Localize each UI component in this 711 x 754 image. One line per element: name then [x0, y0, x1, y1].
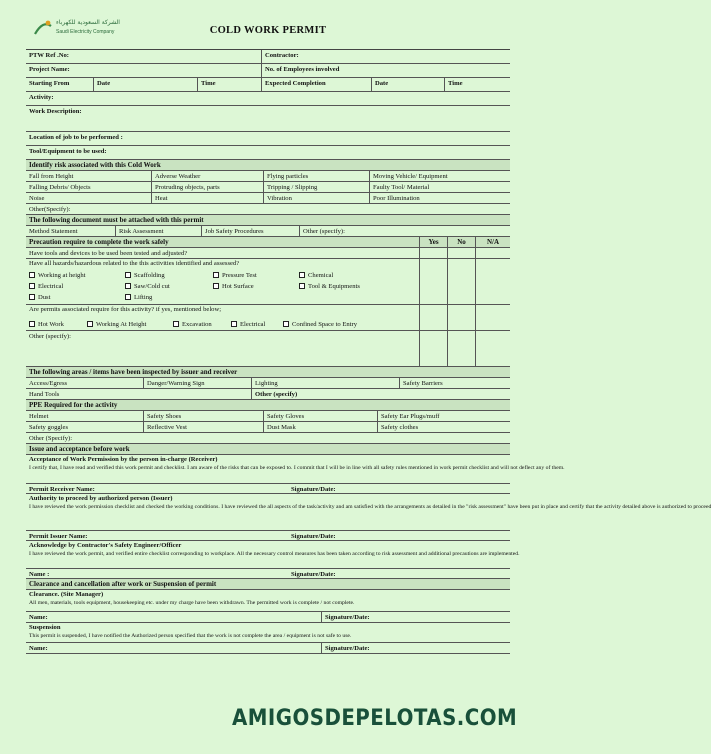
- checkbox-icon[interactable]: [29, 294, 35, 300]
- no-cell[interactable]: [448, 331, 476, 366]
- site-manager-block: [26, 590, 510, 612]
- no-header: No: [448, 237, 476, 247]
- suspension-name-field[interactable]: Name:: [26, 643, 322, 653]
- na-cell[interactable]: [476, 259, 510, 304]
- issuer-sign-row: [26, 531, 510, 541]
- ppe-cell[interactable]: Safety Ear Plugs/muff: [381, 413, 440, 420]
- risk-cell[interactable]: Flying particles: [264, 171, 370, 181]
- checkbox-icon[interactable]: [29, 283, 35, 289]
- precaution-question: Have all hazards/hazardous related to the this activities identified and assessed?: [29, 260, 240, 267]
- permits-checkbox-row: [29, 319, 416, 330]
- documents-title: The following document must be attached with this permit: [29, 216, 204, 224]
- risk-cell[interactable]: Heat: [152, 193, 264, 203]
- activity-field[interactable]: Activity:: [29, 94, 54, 101]
- engineer-name-field[interactable]: Name :: [29, 571, 50, 578]
- issue-section-header: [26, 444, 510, 455]
- precaution-row: [26, 259, 510, 305]
- starting-from-label: Starting From: [26, 78, 94, 91]
- expected-completion-label: Expected Completion: [262, 78, 372, 91]
- acceptance-block: [26, 455, 565, 484]
- hazard-label: Electrical: [38, 282, 64, 290]
- permit-label: Confined Space to Entry: [292, 320, 358, 328]
- activity-row: [26, 92, 510, 106]
- ppe-cell[interactable]: Reflective Vest: [144, 422, 264, 432]
- risk-cell[interactable]: Vibration: [264, 193, 370, 203]
- precaution-question: Have tools and devices to be used been tested and adjusted?: [26, 248, 420, 258]
- yes-header: Yes: [420, 237, 448, 247]
- clearance-section-header: [26, 579, 510, 590]
- checkbox-icon[interactable]: [299, 283, 305, 289]
- ppe-cell[interactable]: Safety goggles: [26, 422, 144, 432]
- risk-cell[interactable]: Tripping / Slipping: [264, 182, 370, 192]
- checkbox-icon[interactable]: [125, 294, 131, 300]
- hazards-checkbox-row: [29, 292, 416, 303]
- yes-cell[interactable]: [420, 259, 448, 304]
- permit-option[interactable]: [29, 321, 87, 328]
- issuer-signature-field[interactable]: Signature/Date:: [291, 533, 336, 540]
- inspected-row: [26, 378, 510, 389]
- acknowledge-text: I have reviewed the work permit, and verified entire checklist corresponding to workplace. All the necessary control measures has been taken according to risk assessment and additional precautions are implemented.: [29, 551, 520, 558]
- documents-section-header: [26, 215, 510, 226]
- no-cell[interactable]: [448, 305, 476, 330]
- precautions-section-header: [26, 237, 510, 248]
- authority-title: Authority to proceed by authorized person (Issuer): [29, 495, 173, 502]
- na-header: N/A: [486, 238, 500, 246]
- precautions-title: Precaution require to complete the work safely: [26, 237, 420, 247]
- hazard-option[interactable]: [125, 294, 152, 301]
- info-row-project: [26, 64, 510, 78]
- form-header: [26, 14, 510, 50]
- hazard-label: Lifting: [134, 293, 153, 301]
- acknowledge-title: Acknowledge by Contractor's Safety Engineer/Officer: [29, 542, 182, 549]
- inspected-title: The following areas / items have been inspected by issuer and receiver: [29, 368, 238, 376]
- permit-option[interactable]: [173, 321, 231, 328]
- precaution-other-field[interactable]: Other (specify):: [26, 331, 420, 366]
- hazard-option[interactable]: [299, 272, 333, 279]
- suspension-block: [26, 623, 510, 643]
- checkbox-icon[interactable]: [87, 321, 93, 327]
- precaution-other-row: [26, 331, 510, 367]
- na-cell[interactable]: [476, 305, 510, 330]
- inspected-cell[interactable]: Danger/Warning Sign: [144, 378, 252, 388]
- receiver-name-field[interactable]: Permit Receiver Name:: [29, 486, 95, 493]
- risk-cell[interactable]: Faulty Tool/ Material: [373, 184, 430, 191]
- hazard-option[interactable]: [29, 283, 125, 290]
- inspected-cell[interactable]: Safety Barriers: [403, 380, 443, 387]
- issue-title: Issue and acceptance before work: [29, 445, 130, 453]
- document-other[interactable]: Other (specify):: [303, 228, 345, 235]
- permit-label: Excavation: [182, 320, 212, 328]
- checkbox-icon[interactable]: [29, 272, 35, 278]
- inspected-cell[interactable]: Lighting: [252, 378, 400, 388]
- project-name-field[interactable]: Project Name:: [26, 64, 262, 77]
- yes-cell[interactable]: [420, 305, 448, 330]
- logo-english-text: Saudi Electricity Company: [56, 29, 115, 35]
- end-date-field[interactable]: Date: [372, 78, 445, 91]
- documents-row: [26, 226, 510, 237]
- yes-cell[interactable]: [420, 331, 448, 366]
- precaution-question: Are permits associated require for this activity? if yes, mentioned below;: [29, 306, 222, 313]
- hazard-option[interactable]: [125, 272, 213, 279]
- checkbox-icon[interactable]: [125, 283, 131, 289]
- inspected-row: [26, 389, 510, 400]
- checkbox-icon[interactable]: [231, 321, 237, 327]
- risk-cell[interactable]: Moving Vehicle/ Equipment: [373, 173, 448, 180]
- hazard-option[interactable]: [213, 272, 299, 279]
- checkbox-icon[interactable]: [125, 272, 131, 278]
- hazards-block: [26, 259, 420, 304]
- no-cell[interactable]: [448, 259, 476, 304]
- site-manager-sign-row: [26, 612, 510, 623]
- watermark-text: AMIGOSDEPELOTAS.COM: [232, 706, 518, 731]
- hazard-label: Chemical: [308, 271, 334, 279]
- hazard-label: Pressure Test: [222, 271, 257, 279]
- risks-section-header: [26, 160, 510, 171]
- checkbox-icon[interactable]: [213, 283, 219, 289]
- hazard-option[interactable]: [213, 283, 299, 290]
- info-row-dates: [26, 78, 510, 92]
- inspected-section-header: [26, 367, 510, 378]
- no-cell[interactable]: [448, 248, 476, 258]
- work-description-row: [26, 106, 510, 132]
- hazard-label: Saw/Cold cut: [134, 282, 170, 290]
- employees-field[interactable]: No. of Employees involved: [265, 66, 340, 73]
- cold-work-permit-form: [26, 14, 711, 714]
- ppe-other-field[interactable]: Other (Specify):: [29, 435, 73, 442]
- end-time-field[interactable]: Time: [448, 80, 463, 87]
- ppe-cell[interactable]: Safety Shoes: [144, 411, 264, 421]
- hazards-checkbox-row: [29, 281, 416, 292]
- issuer-name-field[interactable]: Permit Issuer Name:: [29, 533, 88, 540]
- risk-cell[interactable]: Fall from Height: [26, 171, 152, 181]
- risk-row: [26, 182, 510, 193]
- suspension-title: Suspension: [29, 624, 61, 631]
- inspected-cell[interactable]: Access/Egress: [26, 378, 144, 388]
- hazard-option[interactable]: [29, 294, 125, 301]
- permit-option[interactable]: [283, 321, 357, 328]
- hazard-label: Working at height: [38, 271, 86, 279]
- checkbox-icon[interactable]: [299, 272, 305, 278]
- contractor-field[interactable]: Contractor:: [265, 52, 299, 59]
- site-manager-title: Clearance. (Site Manager): [29, 591, 104, 598]
- na-cell[interactable]: [476, 248, 510, 258]
- risk-other-row: [26, 204, 510, 215]
- checkbox-icon[interactable]: [29, 321, 35, 327]
- risk-cell[interactable]: Poor Illumination: [373, 195, 420, 202]
- hazard-label: Dust: [38, 293, 51, 301]
- clearance-title: Clearance and cancellation after work or Suspension of permit: [29, 580, 217, 588]
- suspension-sign-row: [26, 643, 510, 654]
- ppe-cell[interactable]: Dust Mask: [264, 422, 378, 432]
- page-title: COLD WORK PERMIT: [209, 25, 327, 36]
- hazard-option[interactable]: [29, 272, 125, 279]
- ppe-cell[interactable]: Helmet: [26, 411, 144, 421]
- authority-text: I have reviewed the work permission checklist and checked the working conditions. I have reviewed the all aspects of the task/activity and am satisfied with the arrangements as detailed in the "risk assessment" have been put in place and certify that the activity detailed above is authorized to proceed: [29, 504, 711, 511]
- document-job-safety[interactable]: Job Safety Procedures: [202, 226, 300, 236]
- site-manager-signature-field[interactable]: Signature/Date:: [325, 614, 370, 621]
- receiver-signature-field[interactable]: Signature/Date:: [291, 486, 336, 493]
- risk-cell[interactable]: Adverse Weather: [152, 171, 264, 181]
- ppe-row: [26, 422, 510, 433]
- start-time-field[interactable]: Time: [198, 78, 262, 91]
- inspected-cell[interactable]: Hand Tools: [26, 389, 252, 399]
- ppe-title: PPE Required for the activity: [29, 401, 118, 409]
- location-row: [26, 132, 510, 146]
- precaution-row: [26, 248, 510, 259]
- risks-title: Identify risk associated with this Cold Work: [29, 161, 161, 169]
- acknowledge-block: [26, 541, 520, 569]
- hazard-label: Tool & Equipments: [308, 282, 360, 290]
- document-method-statement[interactable]: Method Statement: [26, 226, 116, 236]
- site-manager-name-field[interactable]: Name:: [26, 612, 322, 622]
- document-risk-assessment[interactable]: Risk Assessment: [116, 226, 202, 236]
- risk-other-field[interactable]: Other(Specify):: [29, 206, 71, 213]
- risk-cell[interactable]: Noise: [26, 193, 152, 203]
- ppe-other-row: [26, 433, 510, 444]
- info-row-ptw: [26, 50, 510, 64]
- risk-cell[interactable]: Protruding objects, parts: [152, 182, 264, 192]
- ppe-cell[interactable]: Safety Gloves: [264, 411, 378, 421]
- risk-row: [26, 193, 510, 204]
- hazard-label: Hot Surface: [222, 282, 254, 290]
- ppe-row: [26, 411, 510, 422]
- permit-option[interactable]: [87, 321, 173, 328]
- tools-row: [26, 146, 510, 160]
- checkbox-icon[interactable]: [173, 321, 179, 327]
- permits-block: [26, 305, 420, 330]
- location-field[interactable]: Location of job to be performed :: [29, 134, 123, 141]
- permit-label: Working At Height: [96, 320, 147, 328]
- authority-block: [26, 494, 711, 531]
- receiver-sign-row: [26, 484, 510, 494]
- site-manager-text: All men, materials, tools equipment, housekeeping etc. under my charge have been withdrawn. The permitted work is complete / not complete.: [29, 600, 355, 607]
- ptw-ref-field[interactable]: PTW Ref .No:: [26, 50, 262, 63]
- work-description-field[interactable]: Work Description:: [29, 108, 82, 115]
- precaution-row: [26, 305, 510, 331]
- permit-label: Hot Work: [38, 320, 64, 328]
- hazard-option[interactable]: [299, 283, 360, 290]
- checkbox-icon[interactable]: [213, 272, 219, 278]
- logo-arabic-text: الشركة السعودية للكهرباء: [56, 19, 120, 26]
- tools-field[interactable]: Tool/Equipment to be used:: [29, 148, 107, 155]
- acceptance-title: Acceptance of Work Permission by the person in-charge (Receiver): [29, 456, 218, 463]
- hazard-option[interactable]: [125, 283, 213, 290]
- engineer-sign-row: [26, 569, 510, 579]
- permit-label: Electrical: [240, 320, 266, 328]
- acceptance-text: I certify that, I have read and verified this work permit and checklist. I am aware of the risks that can be exposed to. I commit that I will be in line with all safety rules mentioned in work permit checklist and will not deflect any of them.: [29, 465, 565, 472]
- checkbox-icon[interactable]: [283, 321, 289, 327]
- ppe-cell[interactable]: Safety clothes: [381, 424, 419, 431]
- permit-option[interactable]: [231, 321, 283, 328]
- ppe-section-header: [26, 400, 510, 411]
- suspension-text: This permit is suspended, I have notified the Authorized person specified that the work is not complete the area / equipment is not safe to use.: [29, 633, 352, 640]
- inspected-other-field[interactable]: Other (specify): [255, 391, 298, 398]
- hazard-label: Scaffolding: [134, 271, 165, 279]
- start-date-field[interactable]: Date: [94, 78, 198, 91]
- na-cell[interactable]: [476, 331, 510, 366]
- engineer-signature-field[interactable]: Signature/Date:: [291, 571, 336, 578]
- suspension-signature-field[interactable]: Signature/Date:: [325, 645, 370, 652]
- hazards-checkbox-row: [29, 270, 416, 281]
- yes-cell[interactable]: [420, 248, 448, 258]
- risk-cell[interactable]: Falling Debris/ Objects: [26, 182, 152, 192]
- risk-row: [26, 171, 510, 182]
